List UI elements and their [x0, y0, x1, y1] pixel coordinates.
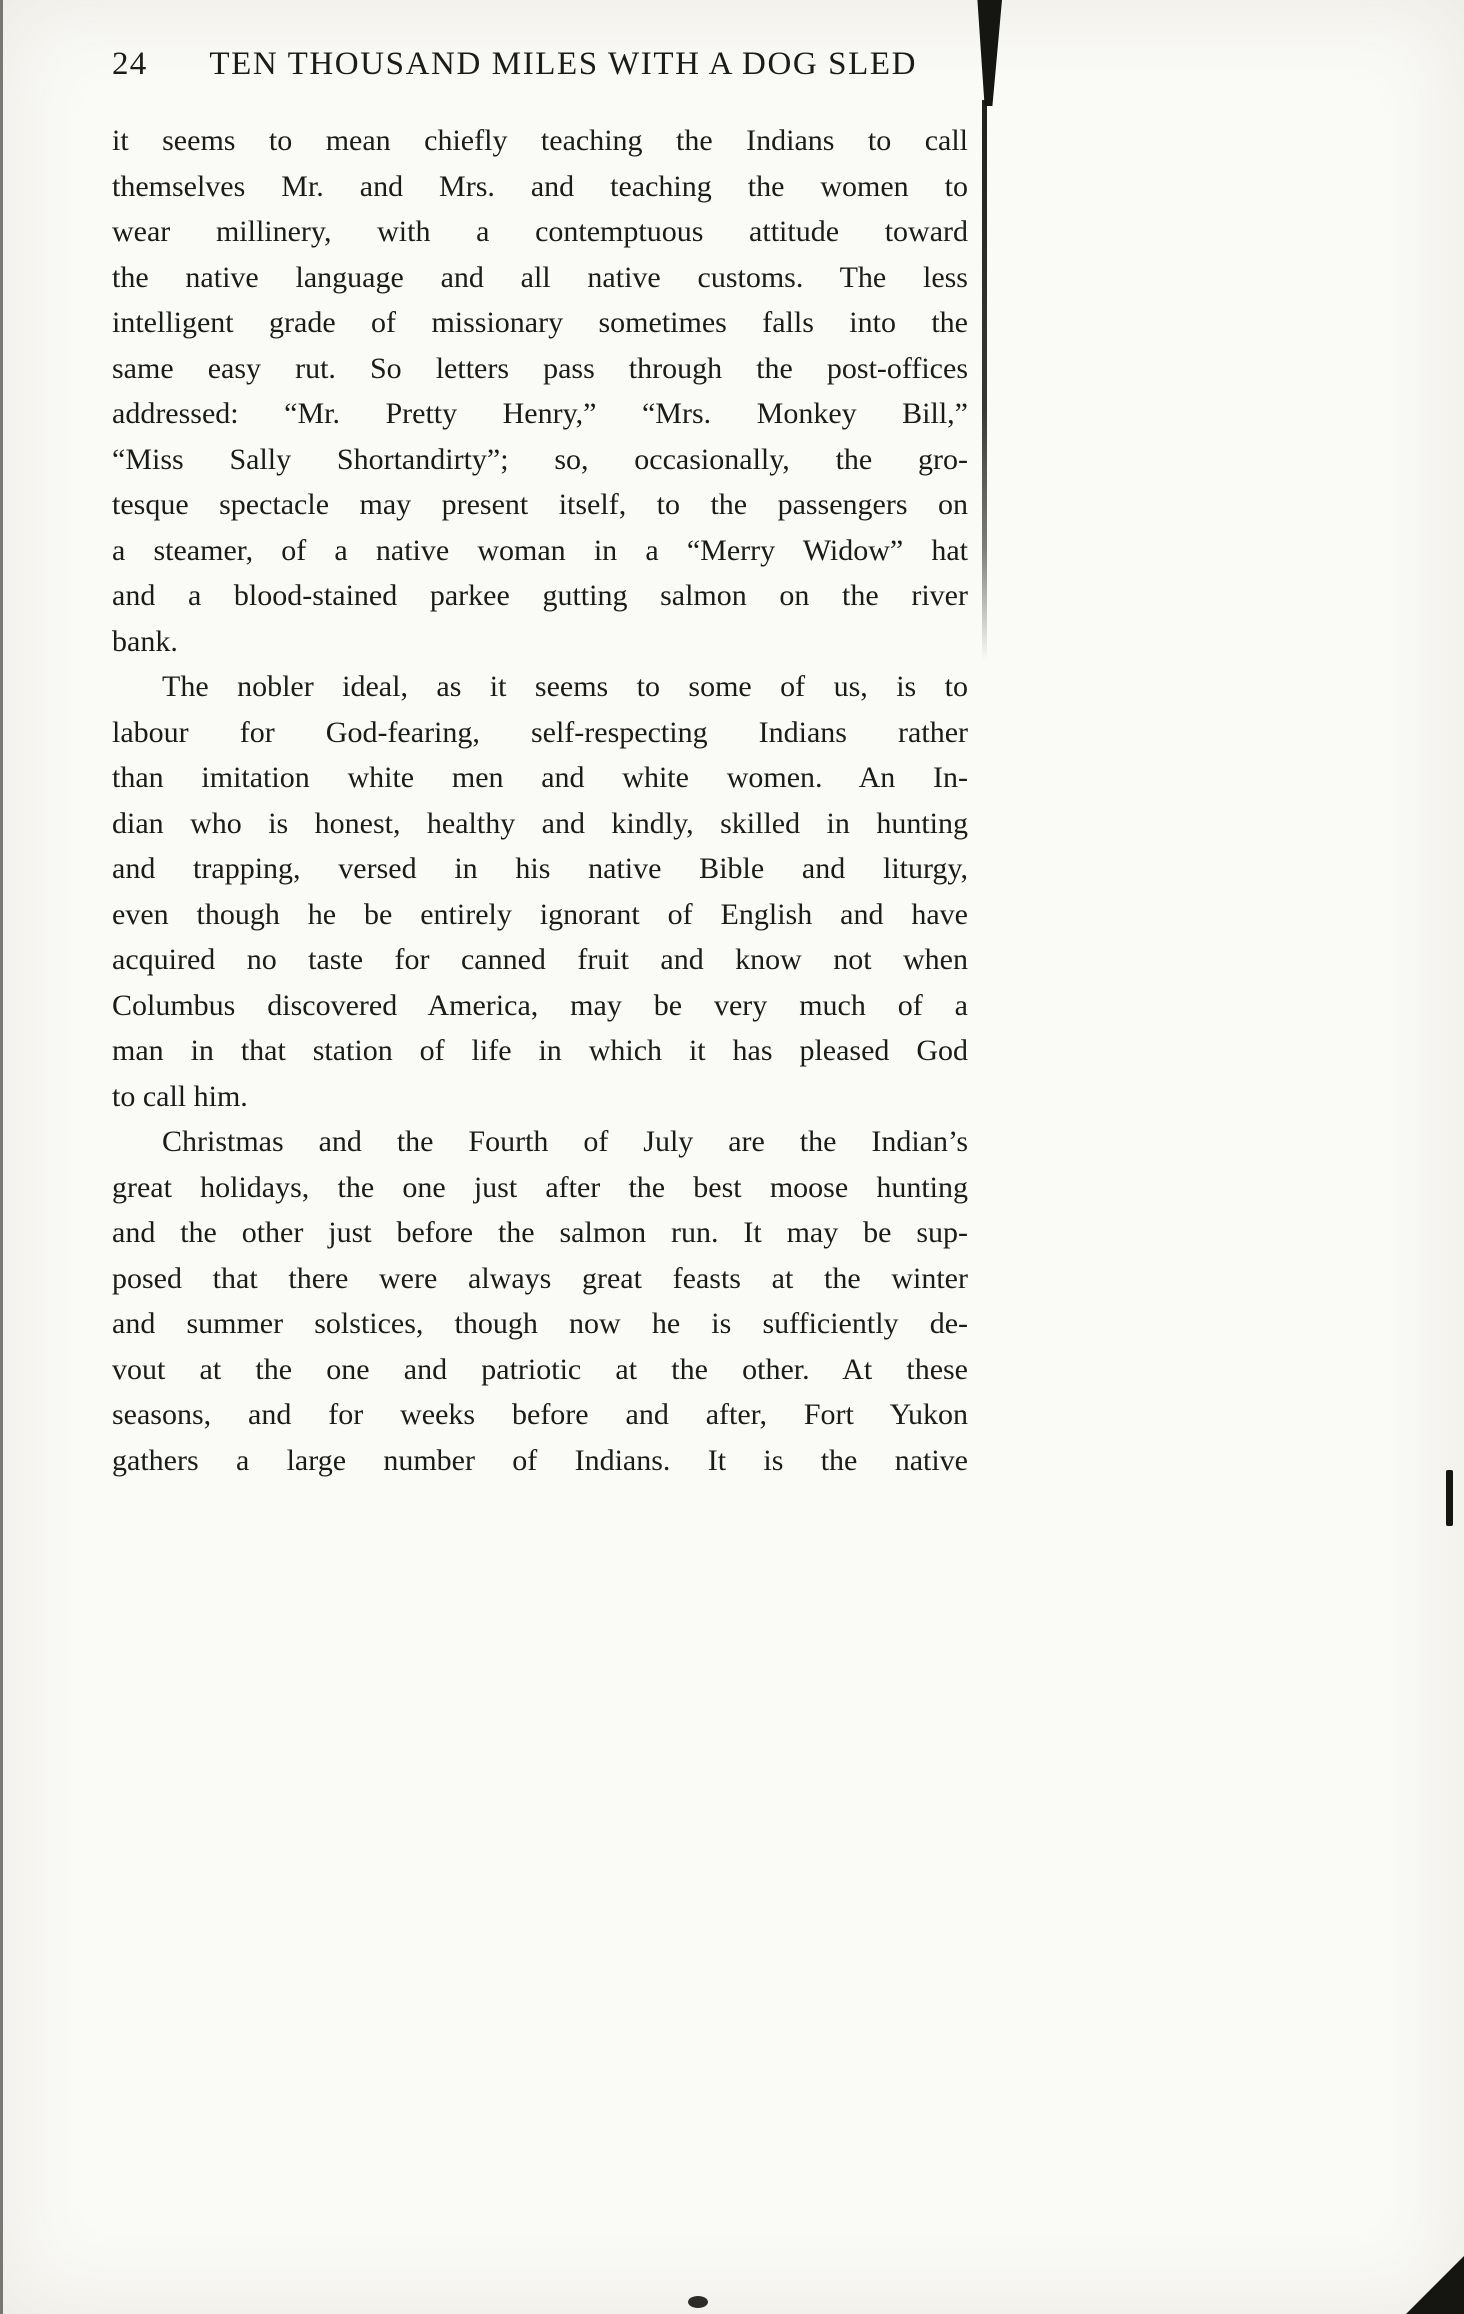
scan-artifact-left-edge — [0, 0, 3, 2314]
scan-artifact-right-edge-line — [982, 100, 987, 660]
scan-artifact-right-dash — [1446, 1470, 1453, 1526]
text-line: labour for God-fearing, self-respecting Indians rather — [112, 715, 968, 749]
scan-artifact-top-right-wedge — [972, 0, 1002, 106]
text-line: and the other just before the salmon run. It may be sup- — [112, 1216, 968, 1249]
text-line: to call him. — [112, 1079, 248, 1113]
text-line: posed that there were always great feasts at the winter — [112, 1261, 968, 1295]
text-line: gathers a large number of Indians. It is the native — [112, 1443, 968, 1477]
text-line: than imitation white men and white women. An In- — [112, 761, 968, 794]
text-line: wear millinery, with a contemptuous attitude toward — [112, 215, 968, 248]
text-line: Columbus discovered America, may be very much of a — [112, 988, 968, 1022]
text-line: it seems to mean chiefly teaching the Indians to call — [112, 124, 968, 157]
text-line: the native language and all native customs. The less — [112, 260, 968, 294]
text-line: a steamer, of a native woman in a “Merry Widow” hat — [112, 533, 968, 567]
text-line: Christmas and the Fourth of July are the Indian’s — [162, 1125, 968, 1158]
text-line: acquired no taste for canned fruit and know not when — [112, 943, 968, 976]
paragraph — [112, 1119, 968, 1483]
text-line: seasons, and for weeks before and after, Fort Yukon — [112, 1398, 968, 1431]
text-line: great holidays, the one just after the best moose hunting — [112, 1170, 968, 1204]
text-block — [112, 118, 968, 1483]
text-line: intelligent grade of missionary sometimes falls into the — [112, 306, 968, 339]
text-line: “Miss Sally Shortandirty”; so, occasionally, the gro- — [112, 442, 968, 476]
text-line: vout at the one and patriotic at the other. At these — [112, 1352, 968, 1386]
text-line: even though he be entirely ignorant of English and have — [112, 897, 968, 931]
text-line: and summer solstices, though now he is sufficiently de- — [112, 1307, 968, 1340]
page-header — [112, 46, 972, 83]
scan-artifact-bottom-mark — [688, 2296, 708, 2308]
text-line: and a blood-stained parkee gutting salmon on the river — [112, 579, 968, 612]
text-line: tesque spectacle may present itself, to the passengers on — [112, 488, 968, 521]
text-line: man in that station of life in which it has pleased God — [112, 1034, 968, 1067]
paragraph — [112, 118, 968, 664]
running-title: TEN THOUSAND MILES WITH A DOG SLED — [209, 46, 918, 82]
page-number: 24 — [112, 46, 148, 82]
text-line: and trapping, versed in his native Bible and liturgy, — [112, 852, 968, 885]
text-line: addressed: “Mr. Pretty Henry,” “Mrs. Monkey Bill,” — [112, 397, 968, 430]
text-line: same easy rut. So letters pass through the post-offices — [112, 351, 968, 385]
scan-artifact-bottom-right-corner — [1406, 2256, 1464, 2314]
paragraph — [112, 664, 968, 1119]
text-line: The nobler ideal, as it seems to some of us, is to — [162, 670, 968, 703]
text-line: bank. — [112, 624, 178, 658]
text-line: dian who is honest, healthy and kindly, skilled in hunting — [112, 806, 968, 840]
text-line: themselves Mr. and Mrs. and teaching the women to — [112, 169, 968, 203]
